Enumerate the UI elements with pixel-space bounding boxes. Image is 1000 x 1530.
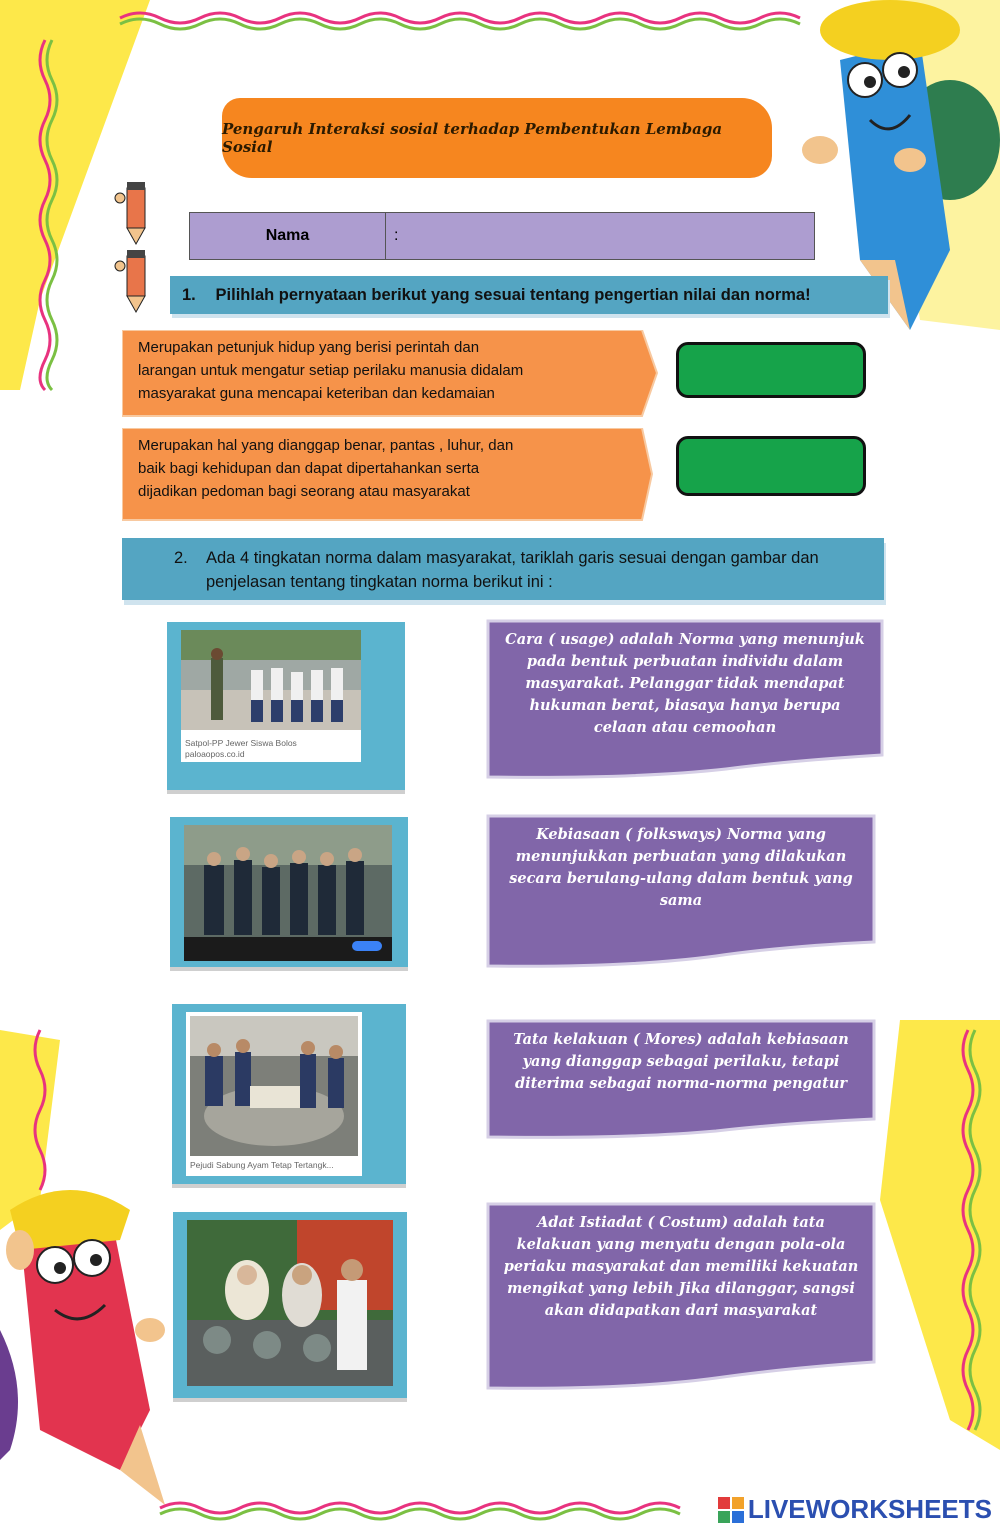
liveworksheets-logo [718,1494,992,1525]
photo-4-image [187,1220,393,1386]
description-2[interactable]: Kebiasaan ( folksways) Norma yang menunjukkan perbuatan yang dilakukan secara berulang-ulang dalam bentuk yang sama [509,826,853,909]
question-2-bar [122,538,884,600]
photo-frame-2[interactable] [170,817,408,967]
description-4[interactable]: Adat Istiadat ( Costum) adalah tata kelakuan yang menyatu dengan pola-ola periaku masyarakat dan memiliki kekuatan mengikat yang lebih Jika dilanggar, sangsi akan didapatkan dari masyarakat [503,1214,859,1319]
photo-3-card [186,1012,362,1176]
worksheet-title: Pengaruh Interaksi sosial terhadap Pembentukan Lembaga Sosial [222,120,723,156]
liveworksheets-logo-icon [718,1497,744,1523]
worksheet-title-banner [222,98,772,178]
name-field-row [189,212,815,260]
answer-box-2[interactable] [676,436,866,496]
photo-1-image [181,630,361,730]
photo-frame-4[interactable] [173,1212,407,1398]
answer-box-1[interactable] [676,342,866,398]
photo-frame-1[interactable] [167,622,405,790]
pencil-bullet-icon [112,178,162,248]
photo-1-caption-source: paloaopos.co.id [185,749,245,759]
name-label: Nama [190,213,386,259]
photo-2-image [184,825,392,961]
photo-3-caption: Pejudi Sabung Ayam Tetap Tertangk... [190,1160,334,1170]
name-input[interactable] [386,213,814,259]
photo-1-caption [185,738,297,760]
question-1-text: Pilihlah pernyataan berikut yang sesuai tentang pengertian nilai dan norma! [215,285,811,304]
description-3[interactable]: Tata kelakuan ( Mores) adalah kebiasaan yang dianggap sebagai perilaku, tetapi diterima sebagai norma-norma pengatur [513,1031,849,1092]
liveworksheets-logo-text: LIVEWORKSHEETS [747,1494,992,1524]
statement-1-text: Merupakan petunjuk hidup yang berisi perintah dan larangan untuk mengatur setiap perilaku manusia didalam masyarakat guna mencapai keteriban dan kedamaian [138,339,524,402]
pencil-mascot-bottom-image [0,1170,200,1510]
statement-2-arrow [122,428,657,520]
question-1-number: 1. [182,285,196,304]
pencil-bullet-icon [112,246,162,316]
photo-3-image [190,1016,358,1156]
question-1-bar [170,276,888,314]
question-2-text: Ada 4 tingkatan norma dalam masyarakat, tariklah garis sesuai dengan gambar dan penjelasan tentang tingkatan norma berikut ini : [206,549,819,591]
photo-1-card [181,630,361,762]
photo-frame-3[interactable] [172,1004,406,1184]
photo-1-caption-title: Satpol-PP Jewer Siswa Bolos [185,738,297,748]
statement-1-arrow [122,330,657,416]
statement-2-text: Merupakan hal yang dianggap benar, pantas , luhur, dan baik bagi kehidupan dan dapat dipertahankan serta dijadikan pedoman bagi seorang atau masyarakat [138,437,514,500]
question-2-number: 2. [174,549,188,567]
name-separator: : [394,227,399,244]
description-1[interactable]: Cara ( usage) adalah Norma yang menunjuk pada bentuk perbuatan individu dalam masyarakat. Pelanggar tidak mendapat hukuman berat, biasaya hanya berupa celaan atau cemoohan [505,631,865,736]
